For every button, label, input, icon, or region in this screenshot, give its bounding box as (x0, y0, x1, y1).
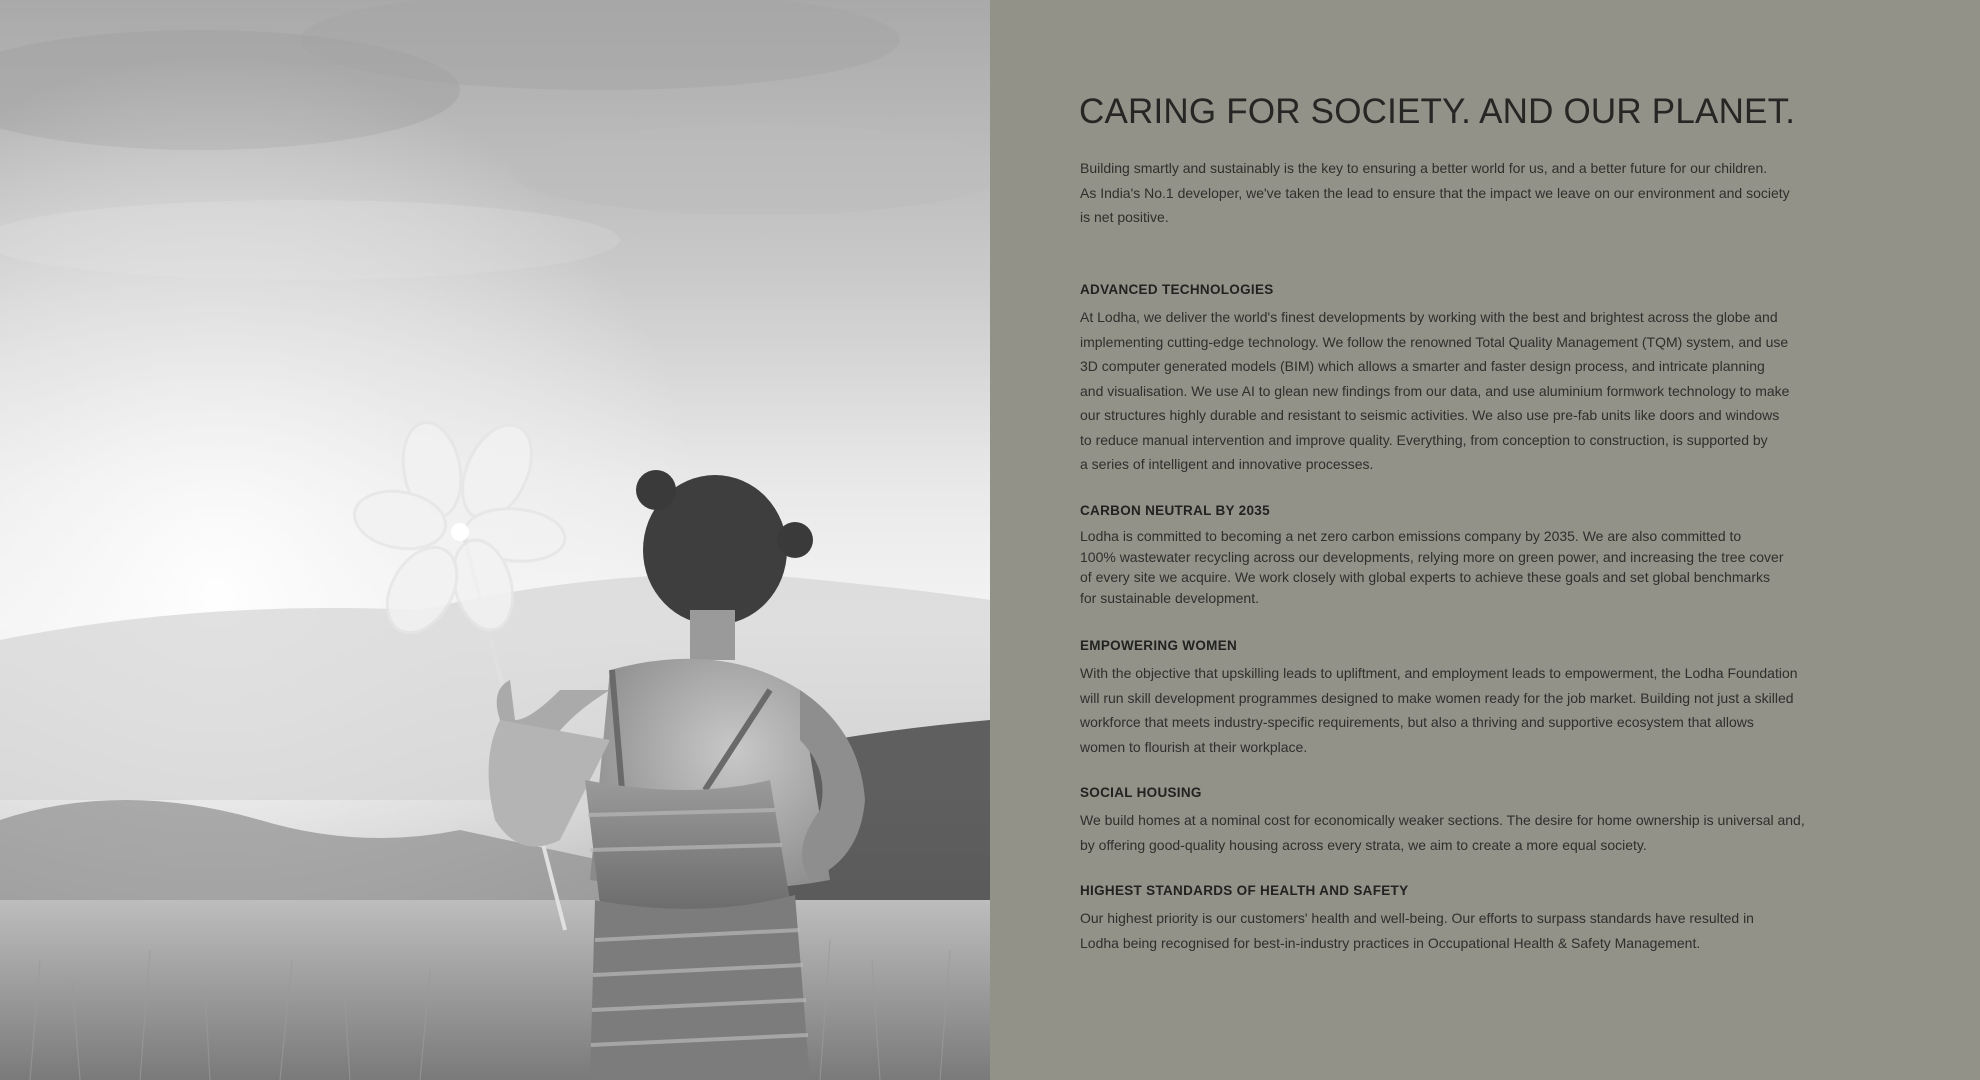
body-line: will run skill development programmes designed to make women ready for the job market. Building not just a skilled (1080, 689, 1794, 706)
body-line: to reduce manual intervention and improve quality. Everything, from conception to construction, is supported by (1080, 431, 1768, 448)
section-body (1080, 526, 1840, 608)
intro-paragraph (1080, 156, 1840, 230)
body-line: Lodha being recognised for best-in-industry practices in Occupational Health & Safety Management. (1080, 934, 1701, 951)
section-title: EMPOWERING WOMEN (1080, 638, 1238, 653)
section-carbon-neutral (1080, 501, 1840, 608)
body-line: our structures highly durable and resistant to seismic activities. We also use pre-fab units like doors and windows (1080, 407, 1780, 423)
body-line: a series of intelligent and innovative processes. (1080, 456, 1374, 472)
body-line: of every site we acquire. We work closely with global experts to achieve these goals and set global benchmarks (1080, 569, 1770, 585)
section-title: HIGHEST STANDARDS OF HEALTH AND SAFETY (1080, 883, 1409, 898)
content-panel (990, 0, 1980, 1080)
intro-line: Building smartly and sustainably is the key to ensuring a better world for us, and a better future for our children. (1080, 160, 1768, 176)
body-line: implementing cutting-edge technology. We follow the renowned Total Quality Management (TQM) system, and use (1080, 333, 1789, 350)
body-line: Lodha is committed to becoming a net zero carbon emissions company by 2035. We are also committed to (1080, 528, 1742, 544)
body-line: At Lodha, we deliver the world's finest developments by working with the best and brightest across the globe and (1080, 309, 1778, 325)
section-body (1080, 808, 1840, 857)
body-line: With the objective that upskilling leads to upliftment, and employment leads to empowerment, the Lodha Foundation (1080, 665, 1798, 681)
section-title: CARBON NEUTRAL BY 2035 (1080, 503, 1270, 518)
body-line: women to flourish at their workplace. (1080, 738, 1308, 755)
section-advanced-technologies (1080, 280, 1840, 477)
section-social-housing (1080, 783, 1840, 857)
body-line: by offering good-quality housing across every strata, we aim to create a more equal society. (1080, 836, 1647, 853)
section-body (1080, 906, 1840, 955)
body-line: Our highest priority is our customers' health and well-being. Our efforts to surpass standards have resulted in (1080, 910, 1754, 926)
section-body (1080, 305, 1840, 477)
section-title: ADVANCED TECHNOLOGIES (1080, 282, 1274, 297)
body-line: workforce that meets industry-specific requirements, but also a thriving and supportive ecosystem that allows (1080, 714, 1754, 730)
body-line: We build homes at a nominal cost for economically weaker sections. The desire for home ownership is universal and, (1080, 812, 1805, 828)
body-line: for sustainable development. (1080, 589, 1259, 606)
body-line: 3D computer generated models (BIM) which allows a smarter and faster design process, and intricate planning (1080, 358, 1765, 374)
body-line: and visualisation. We use AI to glean new findings from our data, and use aluminium formwork technology to make (1080, 382, 1790, 399)
body-line: 100% wastewater recycling across our developments, relying more on green power, and increasing the tree cover (1080, 548, 1784, 565)
intro-line: As India's No.1 developer, we've taken the lead to ensure that the impact we leave on our environment and society (1080, 184, 1790, 201)
intro-line: is net positive. (1080, 209, 1169, 225)
section-body (1080, 661, 1840, 759)
page-title: CARING FOR SOCIETY. AND OUR PLANET. (1079, 92, 1796, 131)
section-title: SOCIAL HOUSING (1080, 785, 1202, 800)
section-health-safety (1080, 881, 1840, 955)
section-empowering-women (1080, 636, 1840, 759)
